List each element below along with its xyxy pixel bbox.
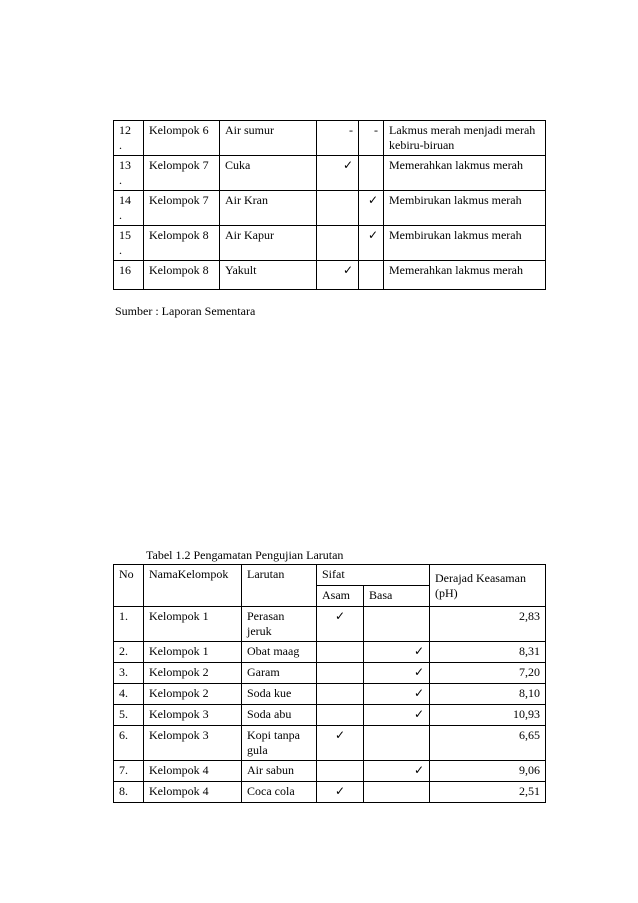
cell-asam: [317, 156, 359, 191]
cell-asam: [317, 642, 364, 663]
table-2: [113, 564, 546, 803]
cell-asam: [317, 684, 364, 705]
check-icon: [414, 763, 424, 777]
cell-basa: [359, 261, 384, 290]
cell-larutan: Air Kran: [220, 191, 317, 226]
cell-ph: 2,83: [430, 607, 546, 642]
header-asam: Asam: [317, 586, 364, 607]
check-icon: [414, 644, 424, 658]
cell-no: 15 .: [114, 226, 144, 261]
table-row: [114, 705, 546, 726]
cell-asam: [317, 607, 364, 642]
table-2-caption: Tabel 1.2 Pengamatan Pengujian Larutan: [146, 548, 344, 562]
cell-ph: 8,10: [430, 684, 546, 705]
cell-basa: [364, 705, 430, 726]
table-row: [114, 121, 546, 156]
cell-no: 7.: [114, 761, 144, 782]
cell-larutan: Garam: [242, 663, 317, 684]
check-icon: [368, 228, 378, 242]
table-1-continued: [113, 120, 546, 290]
table-1-body: [114, 121, 546, 290]
check-icon: [414, 686, 424, 700]
cell-no: 16: [114, 261, 144, 290]
cell-ph: 6,65: [430, 726, 546, 761]
cell-ph: 8,31: [430, 642, 546, 663]
cell-asam: [317, 726, 364, 761]
check-icon: [335, 784, 345, 798]
cell-basa: [364, 663, 430, 684]
cell-no: 13 .: [114, 156, 144, 191]
cell-asam: [317, 261, 359, 290]
table-2-header: [114, 565, 546, 607]
table-row: [114, 684, 546, 705]
table-2-body: [114, 607, 546, 803]
cell-basa: [364, 782, 430, 803]
table-row: [114, 156, 546, 191]
cell-larutan: Coca cola: [242, 782, 317, 803]
cell-basa: [359, 156, 384, 191]
check-icon: [343, 263, 353, 277]
cell-basa: -: [359, 121, 384, 156]
header-kelompok: NamaKelompok: [144, 565, 242, 607]
cell-larutan: Cuka: [220, 156, 317, 191]
header-larutan: Larutan: [242, 565, 317, 607]
cell-basa: [359, 226, 384, 261]
cell-no: 2.: [114, 642, 144, 663]
cell-kelompok: Kelompok 3: [144, 726, 242, 761]
cell-keterangan: Lakmus merah menjadi merah kebiru-biruan: [384, 121, 546, 156]
cell-keterangan: Memerahkan lakmus merah: [384, 156, 546, 191]
cell-larutan: Yakult: [220, 261, 317, 290]
cell-kelompok: Kelompok 7: [144, 191, 220, 226]
cell-kelompok: Kelompok 2: [144, 663, 242, 684]
cell-basa: [359, 191, 384, 226]
cell-keterangan: Membirukan lakmus merah: [384, 226, 546, 261]
cell-no: 4.: [114, 684, 144, 705]
cell-larutan: Soda abu: [242, 705, 317, 726]
cell-ph: 10,93: [430, 705, 546, 726]
cell-kelompok: Kelompok 6: [144, 121, 220, 156]
cell-basa: [364, 607, 430, 642]
cell-larutan: Air sumur: [220, 121, 317, 156]
table-row: [114, 226, 546, 261]
cell-no: 8.: [114, 782, 144, 803]
cell-asam: [317, 761, 364, 782]
cell-kelompok: Kelompok 1: [144, 607, 242, 642]
cell-kelompok: Kelompok 7: [144, 156, 220, 191]
cell-basa: [364, 761, 430, 782]
cell-ph: 9,06: [430, 761, 546, 782]
cell-asam: [317, 226, 359, 261]
header-basa: Basa: [364, 586, 430, 607]
cell-ph: 2,51: [430, 782, 546, 803]
cell-no: 6.: [114, 726, 144, 761]
table-row: [114, 607, 546, 642]
check-icon: [368, 193, 378, 207]
table-row: [114, 261, 546, 290]
table-row: [114, 761, 546, 782]
cell-kelompok: Kelompok 4: [144, 761, 242, 782]
cell-kelompok: Kelompok 1: [144, 642, 242, 663]
cell-no: 1.: [114, 607, 144, 642]
cell-kelompok: Kelompok 4: [144, 782, 242, 803]
header-ph: Derajad Keasaman (pH): [430, 565, 546, 607]
table-row: [114, 726, 546, 761]
table-row: [114, 782, 546, 803]
cell-no: 3.: [114, 663, 144, 684]
cell-asam: [317, 663, 364, 684]
cell-basa: [364, 684, 430, 705]
cell-larutan: Kopi tanpa gula: [242, 726, 317, 761]
cell-larutan: Air sabun: [242, 761, 317, 782]
cell-ph: 7,20: [430, 663, 546, 684]
cell-kelompok: Kelompok 2: [144, 684, 242, 705]
cell-no: 14 .: [114, 191, 144, 226]
header-sifat: Sifat: [317, 565, 430, 586]
table-row: [114, 663, 546, 684]
cell-keterangan: Membirukan lakmus merah: [384, 191, 546, 226]
cell-keterangan: Memerahkan lakmus merah: [384, 261, 546, 290]
cell-kelompok: Kelompok 8: [144, 261, 220, 290]
table-1-source: Sumber : Laporan Sementara: [115, 304, 256, 318]
header-no: No: [114, 565, 144, 607]
cell-asam: [317, 191, 359, 226]
check-icon: [414, 707, 424, 721]
cell-larutan: Perasan jeruk: [242, 607, 317, 642]
cell-no: 5.: [114, 705, 144, 726]
check-icon: [343, 158, 353, 172]
cell-basa: [364, 726, 430, 761]
cell-kelompok: Kelompok 8: [144, 226, 220, 261]
cell-asam: -: [317, 121, 359, 156]
table-row: [114, 191, 546, 226]
cell-basa: [364, 642, 430, 663]
check-icon: [335, 728, 345, 742]
cell-kelompok: Kelompok 3: [144, 705, 242, 726]
check-icon: [335, 609, 345, 623]
cell-no: 12 .: [114, 121, 144, 156]
cell-asam: [317, 705, 364, 726]
table-row: [114, 642, 546, 663]
cell-larutan: Air Kapur: [220, 226, 317, 261]
cell-larutan: Soda kue: [242, 684, 317, 705]
check-icon: [414, 665, 424, 679]
cell-larutan: Obat maag: [242, 642, 317, 663]
cell-asam: [317, 782, 364, 803]
